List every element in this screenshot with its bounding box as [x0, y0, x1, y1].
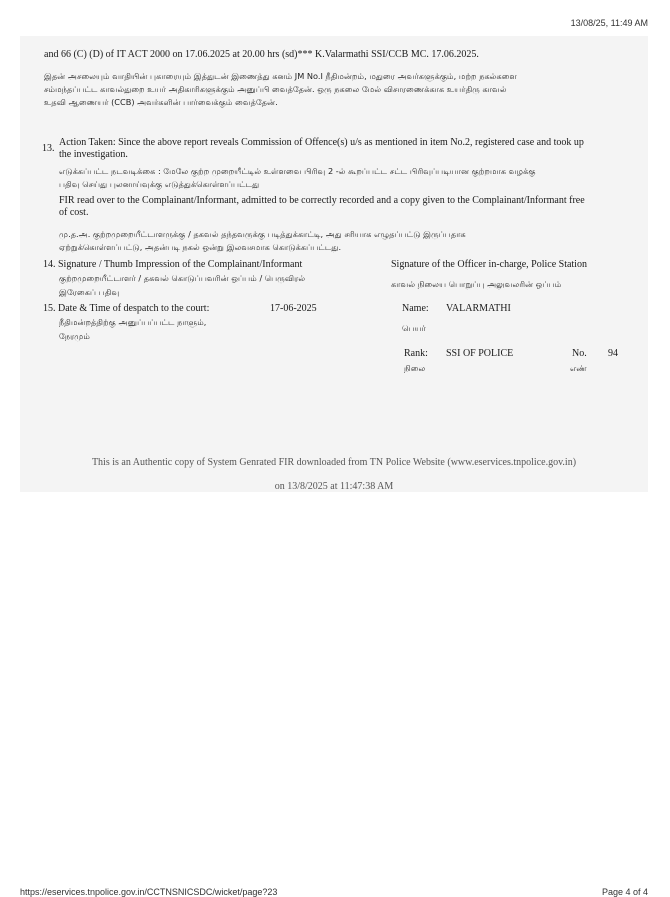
officer-name: VALARMATHI	[446, 303, 511, 314]
item-15-label-ta-line-2: நேரமும்	[59, 331, 90, 341]
name-label-ta: பெயர்	[402, 323, 426, 333]
action-taken-line-2: the investigation.	[59, 149, 128, 160]
officer-signature-label: Signature of the Officer in-charge, Police Station	[391, 259, 587, 270]
offence-line: and 66 (C) (D) of IT ACT 2000 on 17.06.2025 at 20.00 hrs (sd)*** K.Valarmathi SSI/CCB MC. 17.06.2025.	[44, 49, 479, 60]
item-15-label: 15. Date & Time of despatch to the court:	[43, 303, 210, 314]
rank-label: Rank:	[404, 348, 428, 359]
fir-read-line-1: FIR read over to the Complainant/Informant, admitted to be correctly recorded and a copy given to the Complainant/Informant free	[59, 195, 585, 206]
tamil-paragraph-line-1: இதன் அசலையும் வாதியின் புகாரையும் இத்துடன் இணைத்து கனம் JM No.I நீதிமன்றம், மதுரை அவர்களுக்கும், மற்ற நகல்களை	[44, 71, 517, 81]
name-label: Name:	[402, 303, 429, 314]
fir-document-page	[20, 36, 648, 492]
fir-read-ta-line-2: ஏற்றுக்கொள்ளப்பட்டு, அதன்படி நகல் ஒன்று இலவசமாக கொடுக்கப்பட்டது.	[59, 242, 342, 252]
item-14-label-ta-line-1: குற்றமுறையீட்டாளர் / தகவல் கொடுப்பவரின் ஒப்பம் / பெருவிரல்	[59, 273, 306, 283]
print-timestamp: 13/08/25, 11:49 AM	[570, 18, 648, 28]
item-13-number: 13.	[42, 143, 55, 154]
number-label-ta: எண்	[570, 363, 587, 373]
item-14-label: 14. Signature / Thumb Impression of the Complainant/Informant	[43, 259, 303, 270]
fir-read-line-2: of cost.	[59, 207, 89, 218]
rank-label-ta: நிலை	[404, 363, 426, 373]
authentic-copy-note: This is an Authentic copy of System Genrated FIR downloaded from TN Police Website (www.eservices.tnpolice.gov.in)	[91, 457, 577, 468]
page-url[interactable]: https://eservices.tnpolice.gov.in/CCTNSNICSDC/wicket/page?23	[20, 887, 278, 897]
action-taken-ta-line-2: பதிவு செய்து புலனாய்வுக்கு எடுத்துக்கொள்ளப்பட்டது	[59, 179, 260, 189]
action-taken-ta-line-1: எடுக்கப்பட்ட நடவடிக்கை : மேலே குற்ற முறையீட்டில் உள்ளவை பிரிவு 2 -ல் கூறப்பட்ட சட்ட பிரிவுப்படியான குற்றமாக வழக்கு	[59, 166, 536, 176]
tamil-paragraph-line-2: சம்மந்தப்பட்ட காவல்துறை உயர் அதிகாரிகளுக்கும் அனுப்பி வைத்தேன். ஒரு நகலை மேல் விசாரணைக்காக உயர்திரு காவல்	[44, 84, 507, 94]
despatch-date: 17-06-2025	[270, 303, 317, 314]
tamil-paragraph-line-3: உதவி ஆணையர் (CCB) அவர்களின் பார்வைக்கும் வைத்தேன்.	[44, 97, 278, 107]
officer-rank: SSI OF POLICE	[446, 348, 514, 359]
page-number: Page 4 of 4	[601, 887, 648, 897]
fir-read-ta-line-1: மு.த.அ. குற்றமுறையீட்டாளருக்கு / தகவல் தந்தவருக்கு படித்துக்காட்டி, அது சரியாக எழுதப்பட்டு இருப்பதாக	[59, 229, 466, 239]
officer-signature-label-ta: காவல் நிலைய பொறுப்பு அலுவலரின் ஒப்பம்	[391, 279, 562, 289]
download-timestamp: on 13/8/2025 at 11:47:38 AM	[274, 481, 394, 492]
item-14-label-ta-line-2: இரேகைப் பதிவு	[59, 287, 120, 297]
item-15-label-ta-line-1: நீதிமன்றத்திற்கு அனுப்பப்பட்ட நாளும்,	[59, 317, 207, 327]
action-taken-line-1: Action Taken: Since the above report reveals Commission of Offence(s) u/s as mentioned in item No.2, registered case and took up	[59, 137, 584, 148]
number-label: No.	[572, 348, 587, 359]
officer-number: 94	[608, 348, 618, 359]
